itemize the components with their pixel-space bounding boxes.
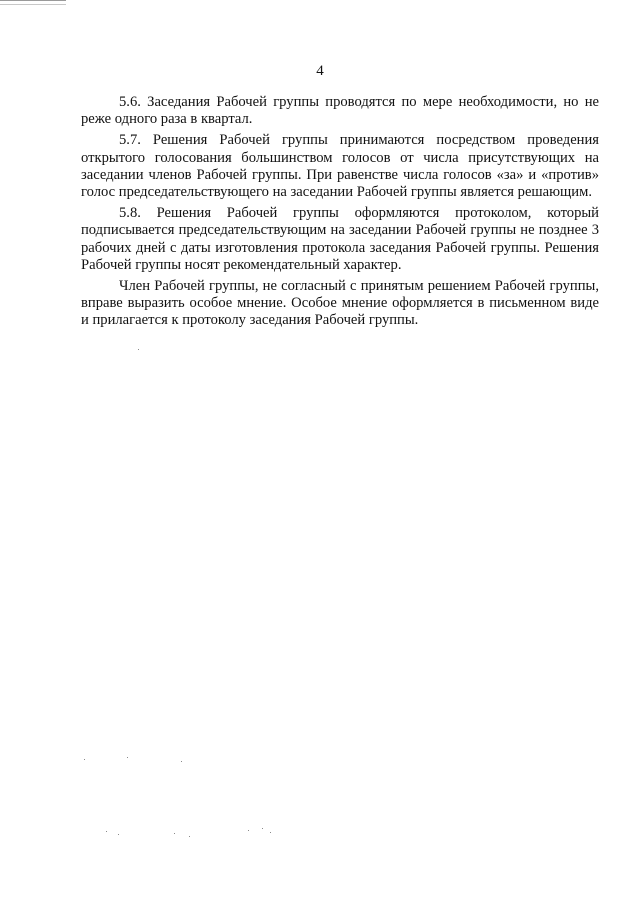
scan-speck <box>189 836 190 837</box>
page-number: 4 <box>316 63 324 79</box>
scan-speck <box>84 759 85 760</box>
scan-corner-mark <box>0 0 66 5</box>
scan-speck <box>174 833 175 834</box>
scan-speck <box>127 757 128 758</box>
paragraph-5-8: 5.8. Решения Рабочей группы оформляются протоколом, который подписывается председательствующим на заседании Рабочей группы не позднее 3 рабочих дней с даты изготовления протокола заседания Рабочей группы. Решения Рабочей группы носят рекомендательный характер. <box>81 205 599 273</box>
document-body <box>81 94 599 334</box>
scan-speck <box>118 834 119 835</box>
scan-speck <box>181 761 182 762</box>
paragraph-5-7: 5.7. Решения Рабочей группы принимаются посредством проведения открытого голосования большинством голосов от числа присутствующих на заседании членов Рабочей группы. При равенстве числа голосов «за» и «против» голос председательствующего на заседании Рабочей группы является решающим. <box>81 132 599 201</box>
paragraph-5-6: 5.6. Заседания Рабочей группы проводятся по мере необходимости, но не реже одного раза в квартал. <box>81 94 599 128</box>
scan-speck <box>106 831 107 832</box>
scan-speck <box>270 832 271 833</box>
scan-speck <box>248 830 249 831</box>
paragraph-dissenting-opinion: Член Рабочей группы, не согласный с принятым решением Рабочей группы, вправе выразить особое мнение. Особое мнение оформляется в письменном виде и прилагается к протоколу заседания Рабочей группы. <box>81 278 599 329</box>
scan-speck <box>138 349 139 350</box>
scan-speck <box>262 828 263 829</box>
